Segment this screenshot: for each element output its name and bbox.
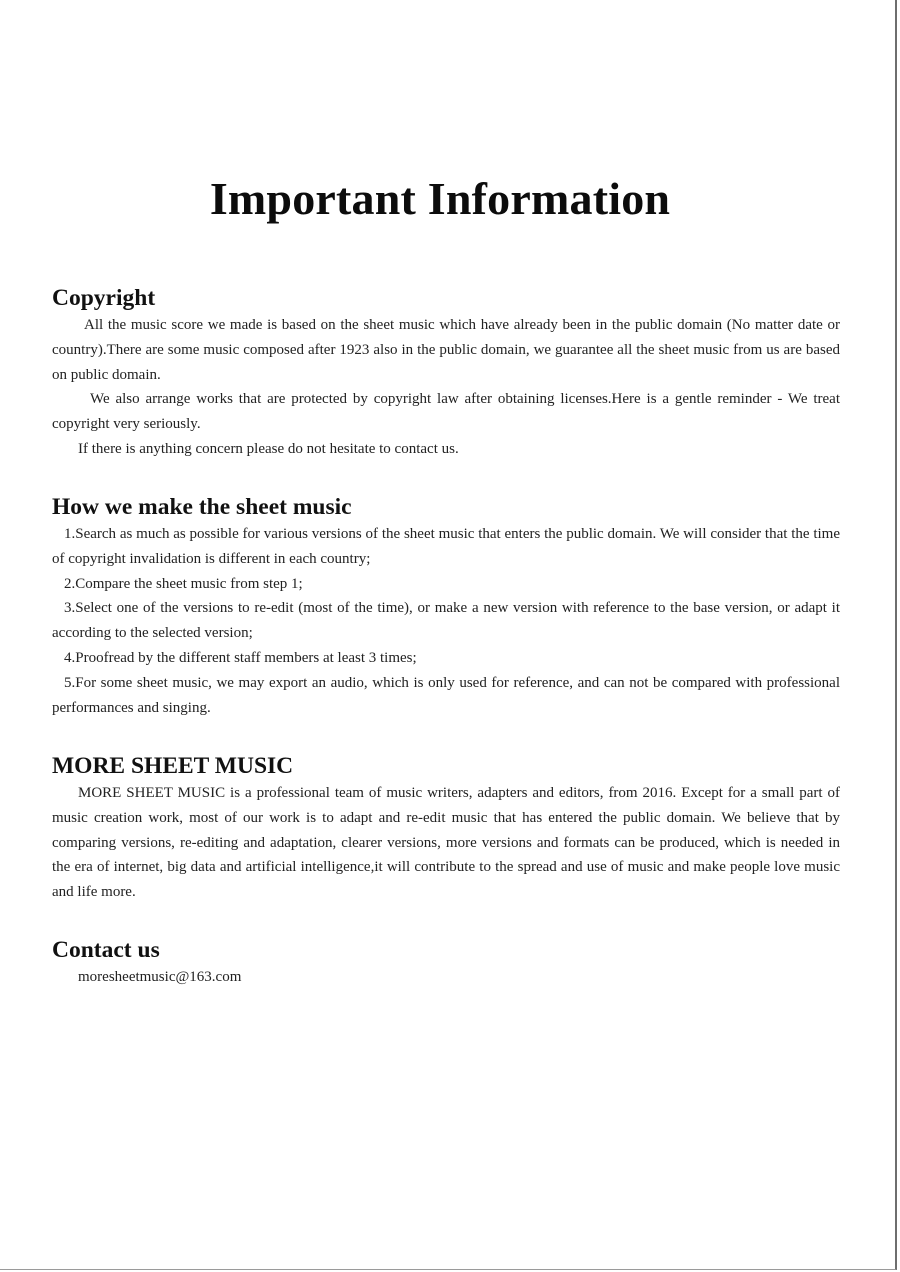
how-section	[52, 492, 840, 720]
copyright-paragraph-3: If there is anything concern please do not hesitate to contact us.	[78, 440, 459, 457]
how-step-2: 2.Compare the sheet music from step 1;	[64, 575, 303, 592]
how-step-5: 5.For some sheet music, we may export an audio, which is only used for reference, and can not be compared with professional performances and singing.	[52, 674, 840, 716]
more-heading: MORE SHEET MUSIC	[52, 753, 294, 779]
how-heading: How we make the sheet music	[52, 494, 352, 520]
more-section	[52, 751, 840, 905]
copyright-section	[52, 283, 840, 462]
copyright-paragraph-2: We also arrange works that are protected by copyright law after obtaining licenses.Here is a gentle reminder - We treat copyright very seriously.	[52, 391, 840, 433]
contact-section	[52, 935, 840, 989]
contact-heading: Contact us	[52, 937, 160, 963]
how-step-4: 4.Proofread by the different staff members at least 3 times;	[64, 649, 417, 666]
how-step-3: 3.Select one of the versions to re-edit (most of the time), or make a new version with reference to the base version, or adapt it according to the selected version;	[52, 600, 840, 642]
contact-email: moresheetmusic@163.com	[78, 969, 242, 985]
page-title: Important Information	[209, 173, 671, 224]
more-paragraph: MORE SHEET MUSIC is a professional team of music writers, adapters and editors, from 2016. Except for a small part of music creation work, most of our work is to adapt and re-edit music that has entered the public domain. We believe that by comparing versions, re-editing and adaptation, clearer versions, more versions and formats can be produced, which is needed in the era of internet, big data and artificial intelligence,it will contribute to the spread and use of music and make people love music and life more.	[52, 785, 840, 901]
copyright-paragraph-1: All the music score we made is based on the sheet music which have already been in the public domain (No matter date or country).There are some music composed after 1923 also in the public domain, we guarantee all the sheet music from us are based on public domain.	[52, 317, 840, 383]
how-step-1: 1.Search as much as possible for various versions of the sheet music that enters the public domain. We will consider that the time of copyright invalidation is different in each country;	[52, 526, 840, 567]
copyright-heading: Copyright	[52, 285, 156, 311]
